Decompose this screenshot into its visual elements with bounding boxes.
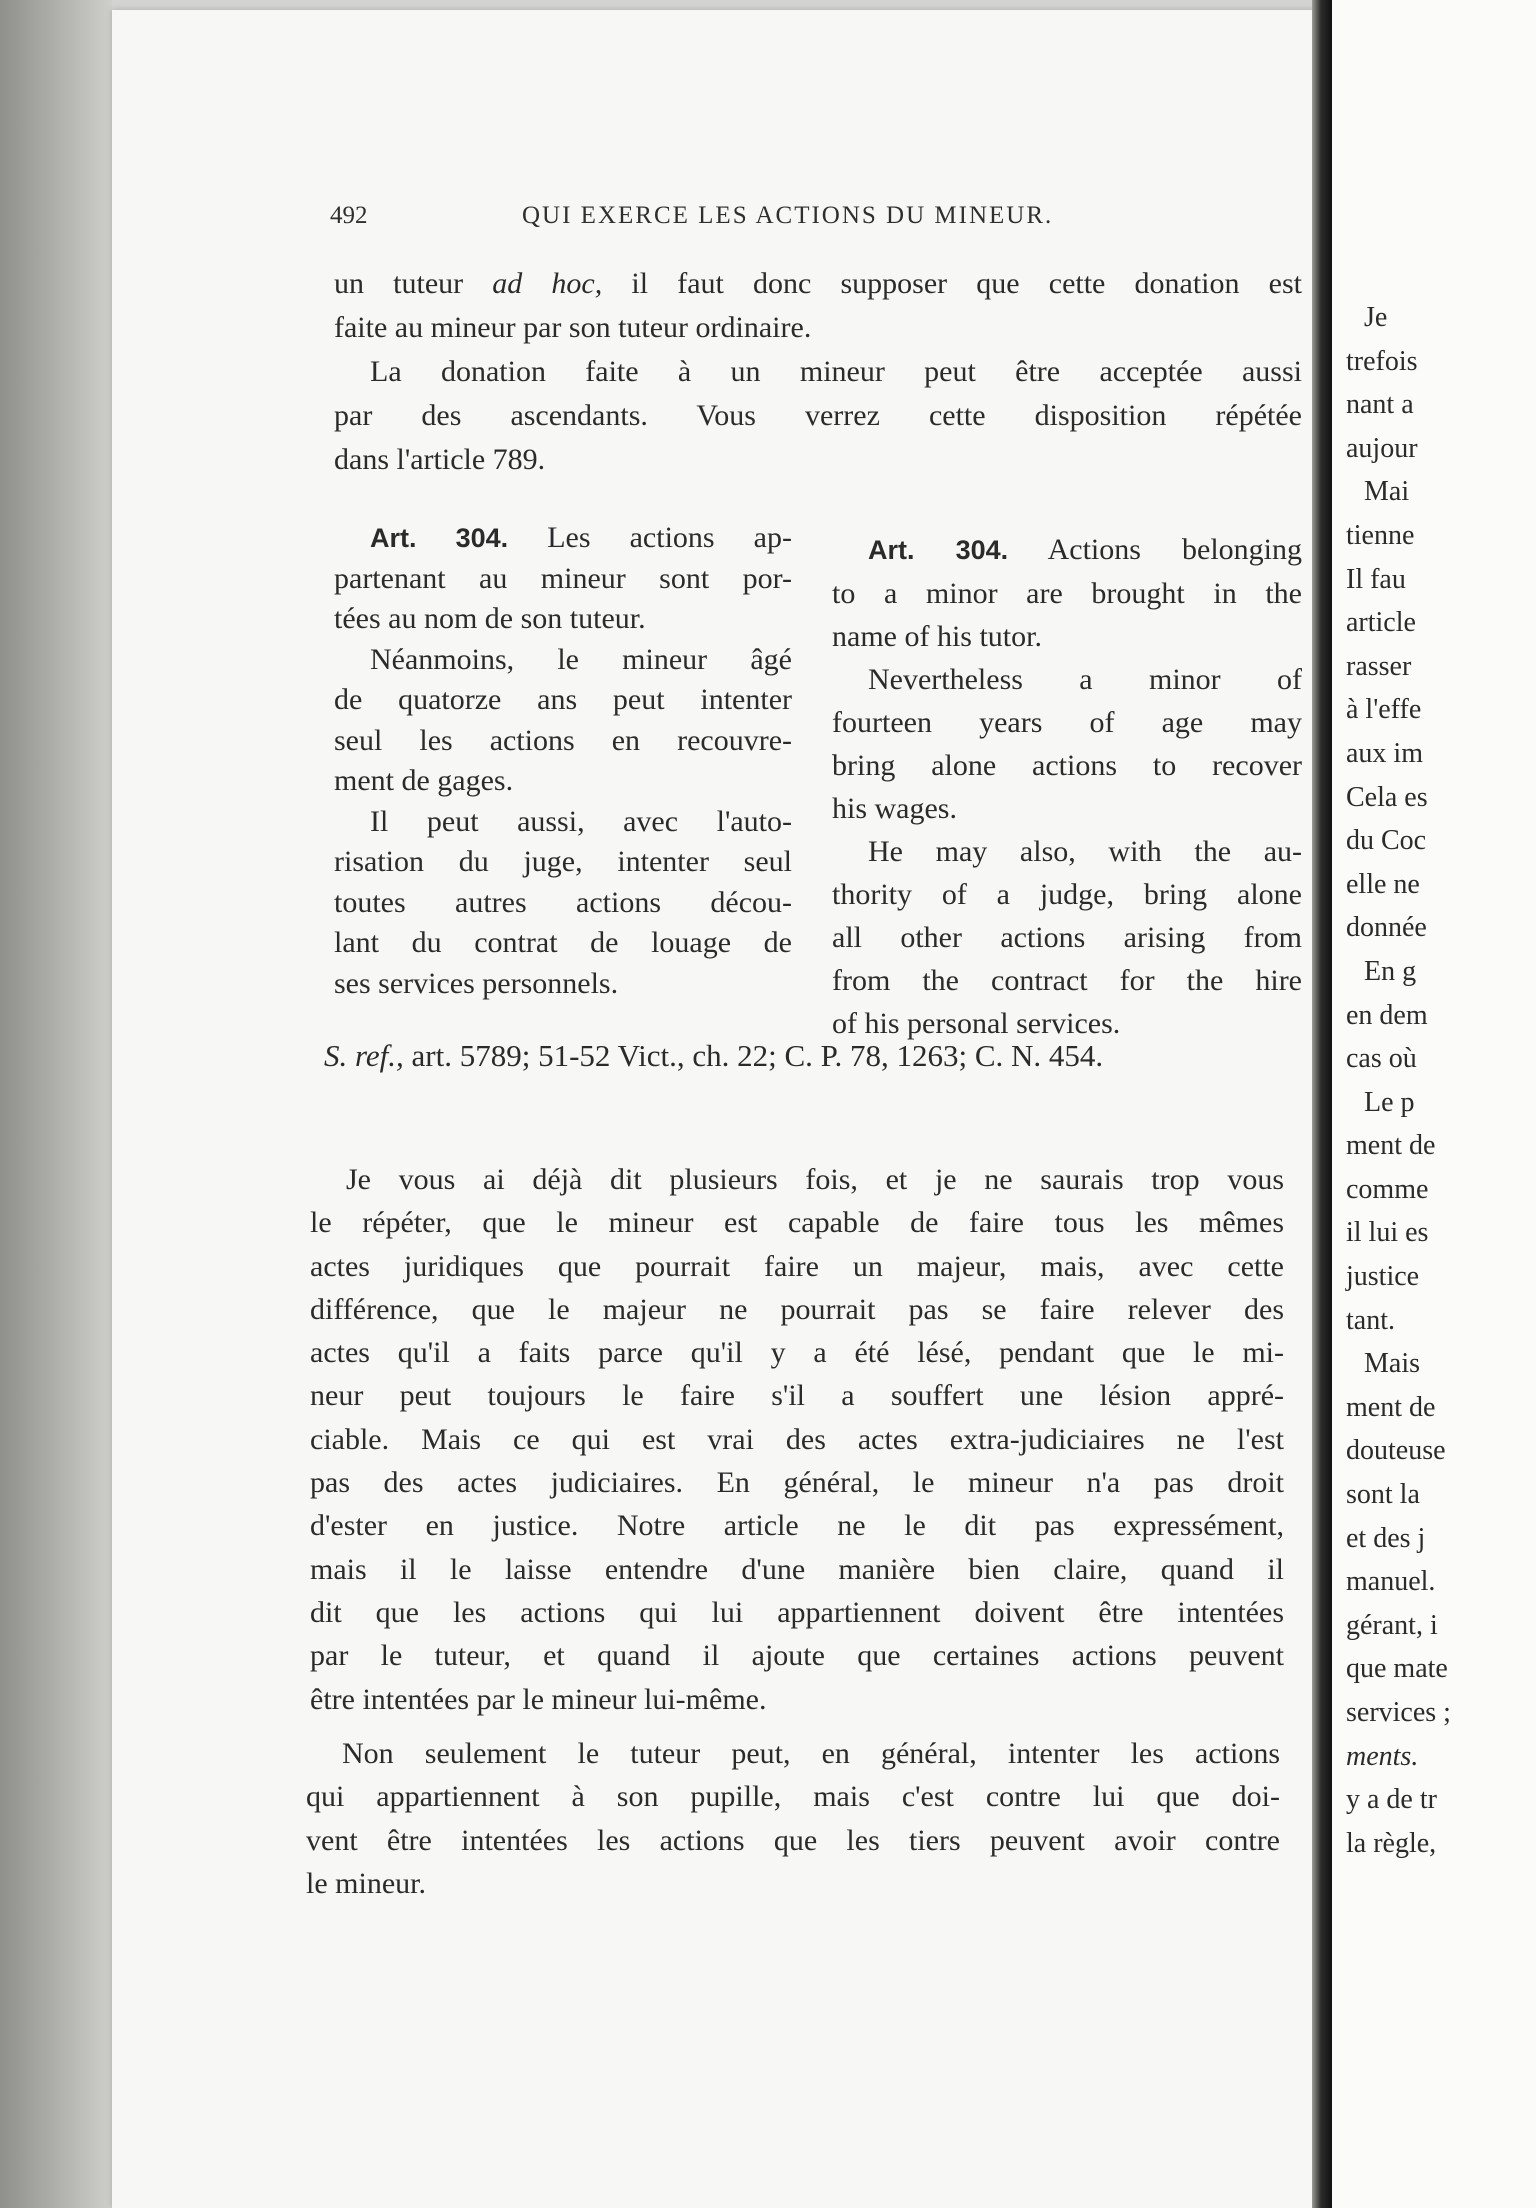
- facing-page-text: [1346, 296, 1536, 1865]
- intro-line: par des ascendants. Vous verrez cette disposition répétée: [334, 399, 1302, 432]
- facing-line: Mai: [1364, 476, 1410, 508]
- commentary-line: actes qu'il a faits parce qu'il y a été lésé, pendant que le mi-: [310, 1336, 1284, 1370]
- facing-line: En g: [1364, 955, 1417, 987]
- reference-line: S. ref., art. 5789; 51-52 Vict., ch. 22; C. P. 78, 1263; C. N. 454.: [324, 1038, 1104, 1073]
- book-page-right: [1332, 0, 1536, 2208]
- article-line: He may also, with the au-: [868, 835, 1302, 868]
- commentary-line: Je vous ai déjà dit plusieurs fois, et je ne saurais trop vous: [346, 1163, 1284, 1196]
- article-line: Néanmoins, le mineur âgé: [370, 642, 792, 676]
- article-line: bring alone actions to recover: [832, 749, 1302, 782]
- article-line: Nevertheless a minor of: [868, 663, 1302, 696]
- book-gutter: [1312, 0, 1332, 2208]
- facing-line: Cela es: [1346, 781, 1428, 813]
- facing-line: manuel.: [1346, 1566, 1436, 1598]
- article-line: Il peut aussi, avec l'auto-: [370, 804, 792, 838]
- article-line: thority of a judge, bring alone: [832, 878, 1302, 911]
- intro-line: dans l'article 789.: [334, 443, 546, 476]
- facing-line: elle ne: [1346, 868, 1420, 900]
- article-line: his wages.: [832, 792, 957, 825]
- facing-line: que mate: [1346, 1653, 1448, 1685]
- facing-line: nant a: [1346, 389, 1414, 421]
- intro-line: La donation faite à un mineur peut être acceptée aussi: [370, 355, 1302, 388]
- article-line: ses services personnels.: [334, 966, 619, 1000]
- article-line: of his personal services.: [832, 1007, 1121, 1040]
- facing-line: du Coc: [1346, 825, 1427, 857]
- commentary-paragraph-2: [306, 1732, 1280, 1905]
- facing-line: trefois: [1346, 345, 1418, 377]
- facing-line: gérant, i: [1346, 1609, 1438, 1641]
- article-line: ment de gages.: [334, 764, 514, 797]
- facing-line: tant.: [1346, 1304, 1395, 1336]
- facing-line: cas où: [1346, 1043, 1417, 1075]
- intro-paragraph: [334, 262, 1302, 482]
- article-line: from the contract for the hire: [832, 964, 1302, 997]
- article-french-column: [334, 518, 792, 1004]
- commentary-line: actes juridiques que pourrait faire un majeur, mais, avec cette: [310, 1249, 1284, 1283]
- article-line: lant du contrat de louage de: [334, 926, 792, 959]
- article-line: all other actions arising from: [832, 921, 1302, 954]
- intro-line: faite au mineur par son tuteur ordinaire.: [334, 311, 812, 344]
- article-line: partenant au mineur sont por-: [334, 561, 792, 595]
- commentary-line: le répéter, que le mineur est capable de faire tous les mêmes: [310, 1206, 1284, 1240]
- facing-line: rasser: [1346, 650, 1412, 682]
- commentary-line: par le tuteur, et quand il ajoute que certaines actions peuvent: [310, 1639, 1284, 1673]
- article-label: Art. 304.: [370, 523, 509, 553]
- commentary-line: vent être intentées les actions que les tiers peuvent avoir contre: [306, 1823, 1280, 1857]
- commentary-line: mais il le laisse entendre d'une manière bien claire, quand il: [310, 1552, 1284, 1586]
- article-line: fourteen years of age may: [832, 706, 1302, 739]
- article-line: to a minor are brought in the: [832, 577, 1302, 610]
- facing-line: en dem: [1346, 999, 1428, 1031]
- commentary-paragraph-1: [310, 1158, 1284, 1721]
- commentary-line: d'ester en justice. Notre article ne le dit pas expressément,: [310, 1509, 1284, 1543]
- article-line: toutes autres actions décou-: [334, 885, 792, 919]
- facing-line: à l'effe: [1346, 694, 1422, 726]
- facing-line: aux im: [1346, 737, 1423, 769]
- article-label: Art. 304.: [868, 535, 1009, 565]
- facing-line: services ;: [1346, 1697, 1451, 1728]
- commentary-line: ciable. Mais ce qui est vrai des actes extra-judiciaires ne l'est: [310, 1422, 1284, 1456]
- facing-line: donnée: [1346, 912, 1427, 944]
- commentary-line: neur peut toujours le faire s'il a souffert une lésion appré-: [310, 1379, 1284, 1413]
- facing-line: douteuse: [1346, 1435, 1446, 1467]
- facing-line: justice: [1346, 1261, 1420, 1293]
- commentary-line: dit que les actions qui lui appartiennent doivent être intentées: [310, 1595, 1284, 1629]
- commentary-line: le mineur.: [306, 1866, 426, 1900]
- facing-line: ment de: [1346, 1130, 1436, 1162]
- article-line: Art. 304. Actions belonging: [868, 533, 1302, 566]
- facing-line: comme: [1346, 1173, 1429, 1205]
- article-line: de quatorze ans peut intenter: [334, 683, 792, 716]
- facing-line: Mais: [1364, 1348, 1420, 1380]
- article-line: tées au nom de son tuteur.: [334, 602, 646, 635]
- facing-line: ments.: [1346, 1740, 1419, 1772]
- facing-line: sont la: [1346, 1479, 1420, 1511]
- article-english-column: [832, 528, 1302, 1045]
- facing-line: aujour: [1346, 432, 1418, 464]
- article-line: Art. 304. Les actions ap-: [370, 521, 792, 554]
- source-reference: [324, 1034, 1304, 1078]
- facing-line: article: [1346, 607, 1416, 639]
- commentary-line: Non seulement le tuteur peut, en général, intenter les actions: [342, 1737, 1280, 1770]
- intro-line: un tuteur ad hoc, il faut donc supposer que cette donation est: [334, 267, 1302, 300]
- facing-line: Je: [1364, 302, 1388, 333]
- article-line: name of his tutor.: [832, 620, 1042, 653]
- facing-line: tienne: [1346, 519, 1415, 551]
- facing-line: et des j: [1346, 1522, 1426, 1554]
- commentary-line: être intentées par le mineur lui-même.: [310, 1682, 767, 1716]
- commentary-line: pas des actes judiciaires. En général, le mineur n'a pas droit: [310, 1466, 1284, 1500]
- italic-term: ad hoc,: [492, 267, 603, 300]
- facing-line: il lui es: [1346, 1217, 1429, 1249]
- commentary-line: différence, que le majeur ne pourrait pas se faire relever des: [310, 1292, 1284, 1326]
- running-title: QUI EXERCE LES ACTIONS DU MINEUR.: [522, 202, 1054, 229]
- page-number: 492: [330, 202, 368, 229]
- facing-line: y a de tr: [1346, 1784, 1437, 1816]
- facing-line: ment de: [1346, 1391, 1436, 1423]
- facing-line: Le p: [1364, 1086, 1415, 1118]
- article-line: risation du juge, intenter seul: [334, 845, 792, 878]
- running-header: [330, 196, 1300, 236]
- article-line: seul les actions en recouvre-: [334, 723, 792, 757]
- commentary-line: qui appartiennent à son pupille, mais c'est contre lui que doi-: [306, 1780, 1280, 1814]
- book-edge-left: [0, 0, 112, 2208]
- facing-line: Il fau: [1346, 563, 1406, 595]
- facing-line: la règle,: [1346, 1827, 1437, 1859]
- reference-label: S. ref.,: [324, 1038, 404, 1073]
